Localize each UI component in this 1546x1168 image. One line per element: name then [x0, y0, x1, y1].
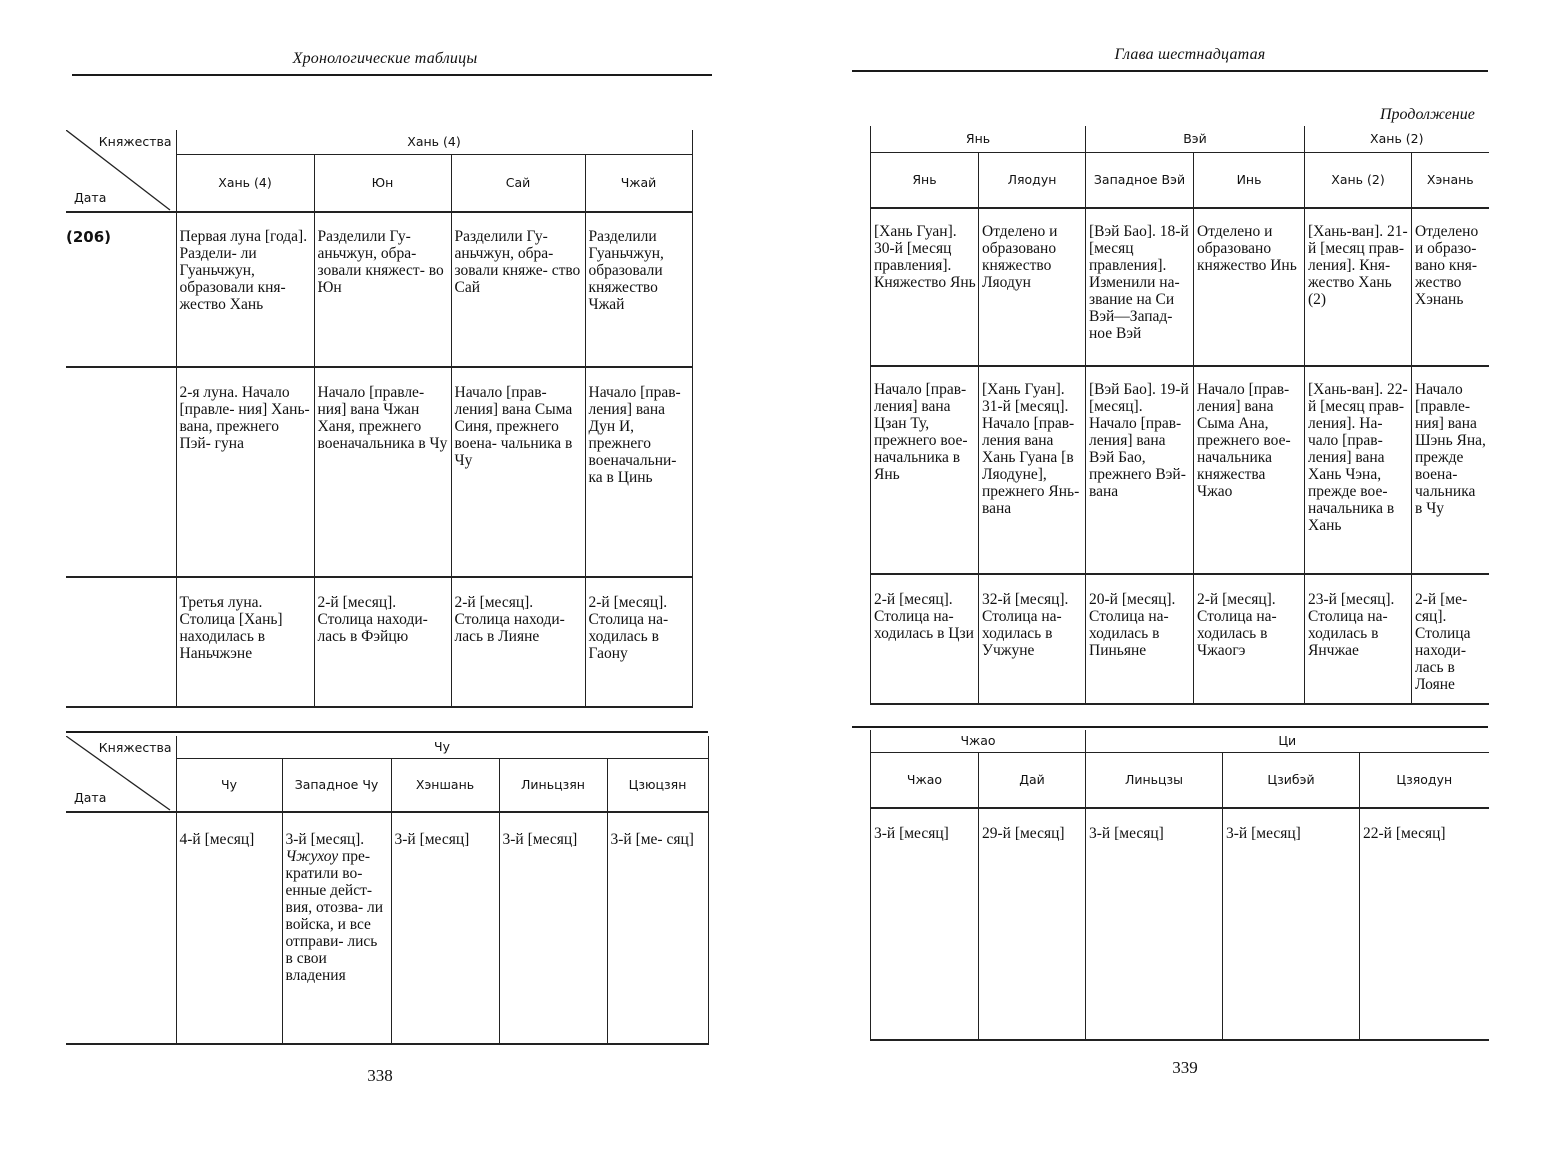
table-cell: [Хань Гуан]. 31-й [месяц]. Начало [прав- ления вана Хань Гуана [в Ляодуне], прежнего Янь-вана [979, 366, 1086, 574]
col-header-zhai: Чжай [585, 154, 692, 212]
right-table-zhao-qi [870, 730, 1489, 1041]
corner-cell [66, 130, 176, 212]
table-cell: Отделено и образо- вано кня- жество Хэнань [1412, 208, 1489, 366]
table-cell-west-chu [282, 812, 391, 1044]
corner-principalities-label: Княжества [98, 134, 172, 149]
table-cell: Отделено и образовано княжество Инь [1194, 208, 1305, 366]
col-header-yin: Инь [1194, 152, 1305, 208]
col-header-zhao: Чжао [871, 752, 979, 808]
running-head-left: Хронологические таблицы [292, 50, 478, 67]
group-header-zhao: Чжао [871, 730, 1086, 752]
table-cell: Начало [правле- ния] вана Шэнь Яна, прежде воена- чальника в Чу [1412, 366, 1489, 574]
table-cell: 2-й [месяц]. Столица на- ходилась в Чжаогэ [1194, 574, 1305, 704]
table-cell: 20-й [месяц]. Столица на- ходилась в Пиньяне [1086, 574, 1194, 704]
table-cell: 2-й [месяц]. Столица на- ходилась в Цзи [871, 574, 979, 704]
table-cell: 2-й [месяц]. Столица находи- лась в Фэйцю [314, 577, 451, 707]
table-separator-left [66, 731, 708, 733]
table-cell: Начало [правле- ния] вана Чжан Ханя, прежнего военачальника в Чу [314, 367, 451, 577]
group-header-wei: Вэй [1086, 126, 1305, 152]
table-separator-right [852, 726, 1488, 728]
col-header-hengshan: Хэншань [391, 758, 499, 812]
table-cell: Начало [прав- ления] вана Сыма Ана, прежнего вое- начальника княжества Чжао [1194, 366, 1305, 574]
table-cell: Начало [прав- ления] вана Сыма Синя, прежнего воена- чальника в Чу [451, 367, 585, 577]
col-header-liaodong: Ляодун [979, 152, 1086, 208]
col-header-han4: Хань (4) [176, 154, 314, 212]
continuation-label: Продолжение [1380, 106, 1475, 123]
group-header-han2: Хань (2) [1305, 126, 1489, 152]
group-header-yan: Янь [871, 126, 1086, 152]
table-cell: 3-й [месяц] [499, 812, 607, 1044]
col-header-linzi: Линьцзы [1086, 752, 1223, 808]
table-cell: 2-й [месяц]. Столица находи- лась в Лияне [451, 577, 585, 707]
group-header-qi: Ци [1086, 730, 1489, 752]
table-cell: Отделено и образовано княжество Ляодун [979, 208, 1086, 366]
table-cell: 4-й [месяц] [176, 812, 282, 1044]
col-header-jiujiang: Цзюцзян [607, 758, 708, 812]
west-chu-month: 3-й [месяц]. [285, 831, 365, 848]
table-cell: 3-й [месяц] [871, 808, 979, 1040]
col-header-jibei: Цзибэй [1223, 752, 1360, 808]
table-cell: Разделили Гу- аньчжун, обра- зовали княжест- во Юн [314, 212, 451, 367]
group-header-han4: Хань (4) [176, 130, 692, 154]
table-cell: 2-я луна. Начало [правле- ния] Хань-вана, прежнего Пэй- гуна [176, 367, 314, 577]
row-date [66, 812, 176, 1044]
table-cell: 2-й [месяц]. Столица на- ходилась в Гаону [585, 577, 692, 707]
table-cell: [Вэй Бао]. 18-й [месяц правления]. Изменили на- звание на Си Вэй—Запад- ное Вэй [1086, 208, 1194, 366]
table-cell: 23-й [месяц]. Столица на- ходилась в Янчжае [1305, 574, 1412, 704]
col-header-henan: Хэнань [1412, 152, 1489, 208]
col-header-sai: Сай [451, 154, 585, 212]
table-cell: [Хань-ван]. 21-й [месяц прав- ления]. Кня- жество Хань (2) [1305, 208, 1412, 366]
page-number-right: 339 [1172, 1058, 1198, 1077]
corner-date-label: Дата [74, 790, 107, 805]
left-table-han4 [66, 130, 693, 708]
page-number-left: 338 [367, 1066, 393, 1085]
right-table-yan-wei-han [870, 126, 1489, 705]
running-head-right: Глава шестнадцатая [1114, 46, 1266, 63]
col-header-han2: Хань (2) [1305, 152, 1412, 208]
col-header-dai: Дай [979, 752, 1086, 808]
west-chu-text: пре- кратили во- енные дейст- вия, отозва- ли войска, и все отправи- лись в свои владения [285, 848, 384, 984]
col-header-linjiang: Линьцзян [499, 758, 607, 812]
col-header-chu: Чу [176, 758, 282, 812]
table-cell: 29-й [месяц] [979, 808, 1086, 1040]
col-header-jiaodong: Цзяодун [1360, 752, 1489, 808]
table-cell: 32-й [месяц]. Столица на- ходилась в Учжуне [979, 574, 1086, 704]
table-cell: Разделили Гу- аньчжун, обра- зовали княже- ство Сай [451, 212, 585, 367]
col-header-yan: Янь [871, 152, 979, 208]
row-date: (206) [66, 212, 176, 367]
table-cell: [Вэй Бао]. 19-й [месяц]. Начало [прав- ления] вана Вэй Бао, прежнего Вэй-вана [1086, 366, 1194, 574]
row-date [66, 577, 176, 707]
left-table-chu [66, 736, 709, 1045]
group-header-chu: Чу [176, 736, 708, 758]
table-cell: Третья луна. Столица [Хань] находилась в Наньчжэне [176, 577, 314, 707]
table-cell: 22-й [месяц] [1360, 808, 1489, 1040]
corner-cell [66, 736, 176, 812]
col-header-west-wei: Западное Вэй [1086, 152, 1194, 208]
col-header-yun: Юн [314, 154, 451, 212]
header-rule-left [72, 74, 712, 76]
table-cell: Начало [прав- ления] вана Цзан Ту, прежнего вое- начальника в Янь [871, 366, 979, 574]
corner-principalities-label: Княжества [98, 740, 172, 755]
table-cell: 3-й [месяц] [391, 812, 499, 1044]
header-rule-right [852, 70, 1488, 72]
corner-date-label: Дата [74, 190, 107, 205]
table-cell: Начало [прав- ления] вана Дун И, прежнего военачальни- ка в Цинь [585, 367, 692, 577]
row-date [66, 367, 176, 577]
table-cell: 3-й [ме- сяц] [607, 812, 708, 1044]
west-chu-zhuhou: Чжухоу [285, 848, 339, 865]
table-cell: 3-й [месяц] [1086, 808, 1223, 1040]
table-cell: [Хань Гуан]. 30-й [месяц правления]. Княжество Янь [871, 208, 979, 366]
col-header-west-chu: Западное Чу [282, 758, 391, 812]
table-cell: Разделили Гуаньчжун, образовали княжество Чжай [585, 212, 692, 367]
table-cell: Первая луна [года]. Раздели- ли Гуаньчжун, образовали кня- жество Хань [176, 212, 314, 367]
table-cell: 3-й [месяц] [1223, 808, 1360, 1040]
table-cell: [Хань-ван]. 22-й [месяц прав- ления]. На- чало [прав- ления] вана Хань Чэна, прежде вое- начальника в Хань [1305, 366, 1412, 574]
table-cell: 2-й [ме- сяц]. Столица находи- лась в Лояне [1412, 574, 1489, 704]
